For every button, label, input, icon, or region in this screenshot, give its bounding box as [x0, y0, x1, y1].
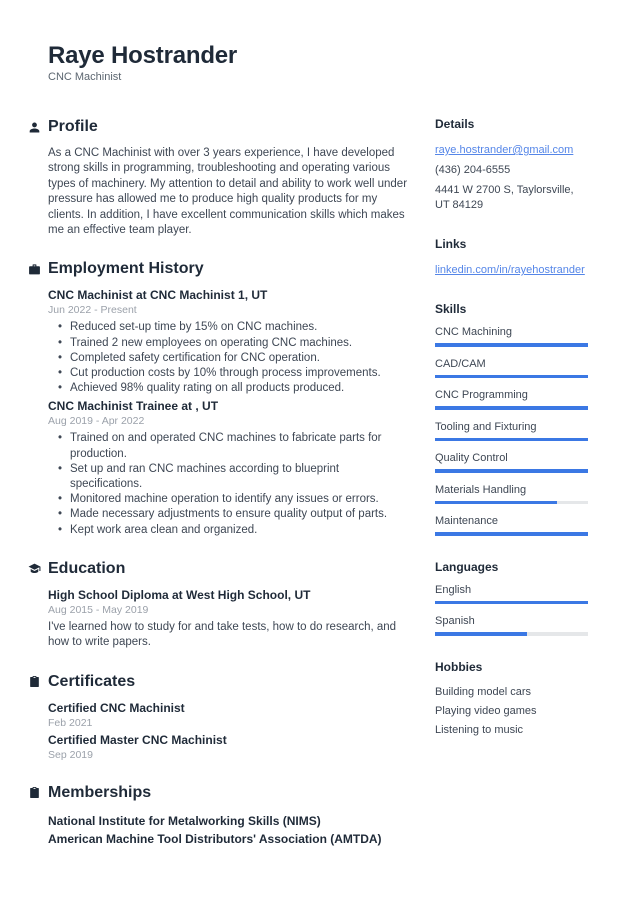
skill-label: CAD/CAM: [435, 357, 486, 370]
hobby-item: Building model cars: [435, 685, 531, 698]
education-title: High School Diploma at West High School, UT: [48, 587, 311, 602]
profile-text: As a CNC Machinist with over 3 years experience, I have developed strong skills in programming, troubleshooting and operating various types of machinery. My attention to detail and ability to work well under pressure has allowed me to produce high quality products for my clients. In addition, I have excellent communication skills which makes me an effective team player.: [48, 147, 408, 237]
hobby-item: Playing video games: [435, 704, 537, 717]
section-education: [48, 559, 413, 651]
skill-label: CNC Programming: [435, 389, 528, 401]
job-title: CNC Machinist Trainee at , UT: [48, 399, 219, 414]
links-heading: Links: [435, 237, 467, 251]
clipboard-icon: [28, 786, 41, 799]
language-label: English: [435, 583, 472, 596]
job-bullet: • Reduced set-up time by 15% on CNC machines.: [48, 320, 413, 335]
address: 4441 W 2700 S, Taylorsville, UT 84129: [435, 184, 574, 211]
skill-meter: [435, 375, 588, 379]
job-bullet: • Achieved 98% quality rating on all products produced.: [48, 381, 413, 396]
skill-meter: [435, 438, 588, 442]
certificate-title: Certified CNC Machinist: [48, 700, 185, 715]
skill-label: Materials Handling: [435, 483, 527, 496]
job-dates: Jun 2022 - Present: [48, 304, 137, 317]
skill-meter: [435, 406, 588, 410]
candidate-name: Raye Hostrander: [48, 42, 238, 69]
skill-meter: [435, 469, 588, 473]
certificate-entry: [48, 733, 413, 762]
skill-item: [435, 357, 588, 379]
membership-item: National Institute for Metalworking Skills (NIMS): [48, 813, 321, 828]
skill-item: [435, 325, 588, 347]
section-employment-history: [48, 259, 413, 537]
language-meter: [435, 632, 588, 636]
section-memberships: [48, 783, 413, 848]
skill-label: CNC Machining: [435, 326, 513, 338]
job-bullet: • Set up and ran CNC machines according to blueprint specifications.: [48, 462, 413, 492]
person-icon: [28, 121, 41, 134]
language-meter: [435, 601, 588, 605]
job-title: CNC Machinist at CNC Machinist 1, UT: [48, 288, 268, 303]
job-bullet-list: [48, 320, 413, 396]
graduation-cap-icon: [28, 562, 41, 575]
education-dates: Aug 2015 - May 2019: [48, 603, 149, 616]
skill-item: [435, 483, 588, 505]
skill-item: [435, 514, 588, 536]
skill-label: Maintenance: [435, 515, 498, 527]
hobbies-heading: Hobbies: [435, 659, 483, 674]
hobby-item: Listening to music: [435, 723, 524, 736]
skill-meter: [435, 501, 588, 505]
job-bullet: • Kept work area clean and organized.: [48, 523, 413, 538]
education-entry: [48, 588, 413, 651]
job-dates: Aug 2019 - Apr 2022: [48, 415, 145, 428]
sidebar-section-details: [435, 117, 588, 213]
membership-item: American Machine Tool Distributors' Association (AMTDA): [48, 831, 382, 846]
candidate-job-title: CNC Machinist: [48, 71, 122, 83]
linkedin-link[interactable]: linkedin.com/in/rayehostrander: [435, 264, 585, 276]
language-item: [435, 583, 588, 605]
education-heading: Education: [48, 559, 126, 577]
job-bullet: • Made necessary adjustments to ensure quality output of parts.: [48, 507, 413, 522]
phone-number: (436) 204-6555: [435, 164, 511, 176]
skill-meter: [435, 343, 588, 347]
email-link[interactable]: raye.hostrander@gmail.com: [435, 144, 574, 156]
certificate-entry: [48, 701, 413, 730]
section-profile: [48, 117, 413, 238]
sidebar-section-links: [435, 237, 588, 278]
skill-label: Tooling and Fixturing: [435, 420, 537, 433]
employment-heading: Employment History: [48, 260, 204, 278]
details-heading: Details: [435, 117, 475, 131]
certificate-title: Certified Master CNC Machinist: [48, 732, 227, 747]
language-label: Spanish: [435, 615, 475, 627]
job-bullet: • Completed safety certification for CNC operation.: [48, 351, 413, 366]
clipboard-icon: [28, 675, 41, 688]
skill-item: [435, 451, 588, 473]
briefcase-icon: [28, 263, 41, 276]
job-bullet: • Cut production costs by 10% through process improvements.: [48, 366, 413, 381]
certificate-dates: Feb 2021: [48, 716, 93, 729]
languages-heading: Languages: [435, 559, 499, 574]
sidebar-section-hobbies: [435, 660, 588, 740]
profile-heading: Profile: [48, 118, 98, 135]
job-entry: [48, 399, 413, 537]
job-bullet: • Monitored machine operation to identify any issues or errors.: [48, 492, 413, 507]
skills-heading: Skills: [435, 302, 467, 316]
job-entry: [48, 288, 413, 396]
job-bullet: • Trained on and operated CNC machines to fabricate parts for production.: [48, 431, 413, 461]
job-bullet-list: [48, 431, 413, 537]
skill-meter: [435, 532, 588, 536]
skill-item: [435, 420, 588, 442]
language-item: [435, 614, 588, 636]
education-description: I've learned how to study for and take tests, how to do research, and how to write papers.: [48, 620, 397, 649]
certificate-dates: Sep 2019: [48, 748, 93, 761]
sidebar-section-languages: [435, 560, 588, 636]
skill-item: [435, 388, 588, 410]
job-bullet: • Trained 2 new employees on operating CNC machines.: [48, 336, 413, 351]
resume-header: [48, 42, 588, 84]
sidebar-section-skills: [435, 302, 588, 536]
skill-label: Quality Control: [435, 452, 508, 464]
sidebar: [435, 117, 588, 869]
memberships-heading: Memberships: [48, 783, 152, 801]
certificates-heading: Certificates: [48, 672, 136, 690]
section-certificates: [48, 672, 413, 762]
main-column: [48, 117, 413, 869]
